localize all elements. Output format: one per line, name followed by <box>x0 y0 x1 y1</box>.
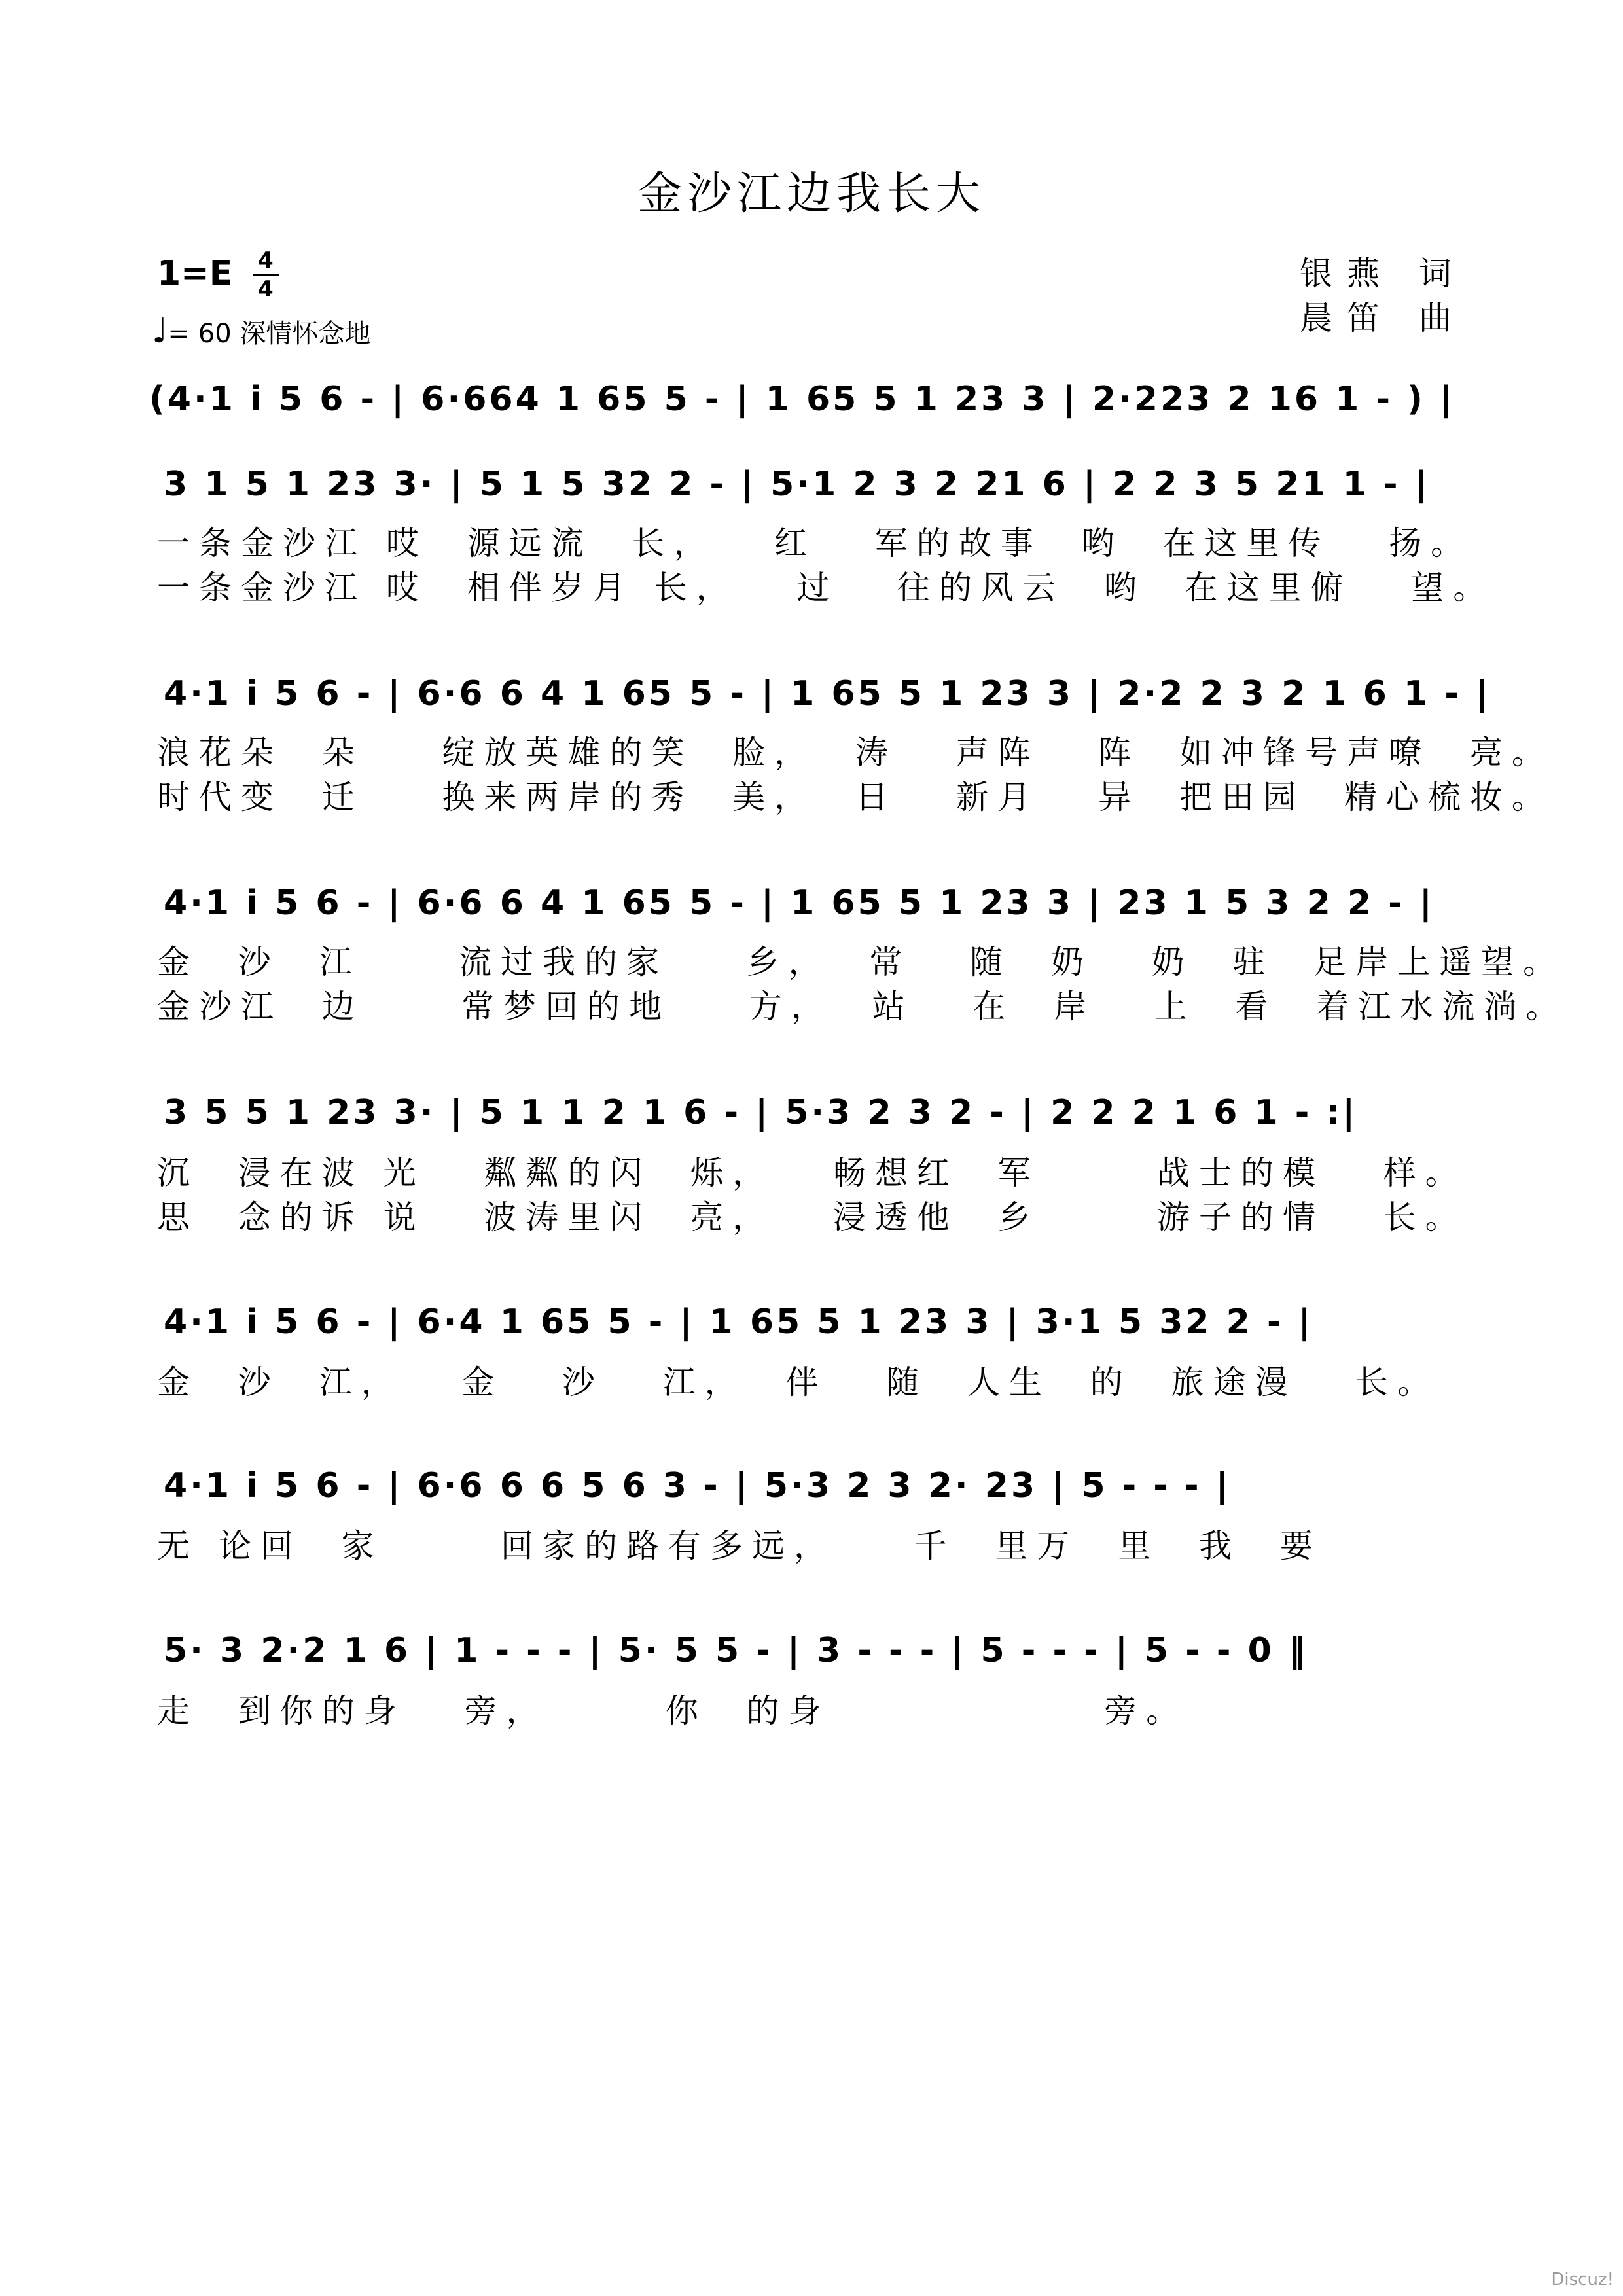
score-row-5 <box>0 1289 1623 1361</box>
lyric-row-4-verse-2: 思 念的诉 说 波涛里闪 亮， 浸透他 乡 游子的情 长。 <box>157 1198 1467 1236</box>
notes-row-3: 4·1 i 5 6 - | 6·6 6 4 1 65 5 - | 1 65 5 1 23 3 | 23 1 5 3 2 2 - | <box>164 884 1435 923</box>
lyric-row-2-verse-1: 浪花朵 朵 绽放英雄的笑 脸， 涛 声阵 阵 如冲锋号声嘹 亮。 <box>157 734 1554 772</box>
notes-row-4: 3 5 5 1 23 3· | 5 1 1 2 1 6 - | 5·3 2 3 2 - | 2 2 2 1 6 1 - :| <box>164 1093 1358 1132</box>
time-signature-bottom: 4 <box>258 276 274 302</box>
lyric-row-1-verse-2: 一条金沙江 哎 相伴岁月 长， 过 往的风云 哟 在这里俯 望。 <box>157 569 1495 607</box>
time-signature <box>253 249 279 301</box>
lyric-row-6-verse-1: 无 论回 家 回家的路有多远， 千 里万 里 我 要 <box>157 1527 1322 1565</box>
time-signature-top: 4 <box>258 247 274 274</box>
composer-credit: 晨笛 曲 <box>1300 299 1466 337</box>
score-row-6 <box>0 1453 1623 1525</box>
lyric-row-5-verse-1: 金 沙 江， 金 沙 江， 伴 随 人生 的 旅途漫 长。 <box>157 1363 1440 1401</box>
lyric-row-3-verse-2: 金沙江 边 常梦回的地 方， 站 在 岸 上 看 着江水流淌。 <box>157 988 1568 1026</box>
score-row-7 <box>0 1618 1623 1690</box>
lyric-row-2-verse-2: 时代变 迁 换来两岸的秀 美， 日 新月 异 把田园 精心梳妆。 <box>157 778 1554 816</box>
score-row-2 <box>0 661 1623 733</box>
expression-marking: 深情怀念地 <box>240 319 371 349</box>
tempo-marking <box>152 312 370 351</box>
key-signature: 1=E <box>157 254 233 293</box>
tempo-value: = 60 <box>168 319 232 349</box>
lyric-row-3-verse-1: 金 沙 江 流过我的家 乡， 常 随 奶 奶 驻 足岸上遥望。 <box>157 943 1565 981</box>
notes-row-7: 5· 3 2·2 1 6 | 1 - - - | 5· 5 5 - | 3 - - - | 5 - - - | 5 - - 0 ‖ <box>164 1631 1308 1670</box>
notes-row-2: 4·1 i 5 6 - | 6·6 6 4 1 65 5 - | 1 65 5 1 23 3 | 2·2 2 3 2 1 6 1 - | <box>164 674 1491 713</box>
score-row-0 <box>0 367 1623 439</box>
notes-row-6: 4·1 i 5 6 - | 6·6 6 6 5 6 3 - | 5·3 2 3 2· 23 | 5 - - - | <box>164 1466 1231 1505</box>
score-row-3 <box>0 870 1623 942</box>
song-title: 金沙江边我长大 <box>637 168 986 220</box>
notes-row-1: 3 1 5 1 23 3· | 5 1 5 32 2 - | 5·1 2 3 2 21 6 | 2 2 3 5 21 1 - | <box>164 465 1430 504</box>
lyric-row-1-verse-1: 一条金沙江 哎 源远流 长， 红 军的故事 哟 在这里传 扬。 <box>157 524 1473 562</box>
notes-row-5: 4·1 i 5 6 - | 6·4 1 65 5 - | 1 65 5 1 23 3 | 3·1 5 32 2 - | <box>164 1302 1313 1342</box>
lyricist-credit: 银燕 词 <box>1300 255 1466 293</box>
score-row-1 <box>0 452 1623 524</box>
notes-row-0: (4·1 i 5 6 - | 6·664 1 65 5 - | 1 65 5 1 23 3 | 2·223 2 16 1 - ) | <box>149 380 1455 419</box>
score-row-4 <box>0 1080 1623 1152</box>
quarter-note-icon: ♩ <box>152 312 168 351</box>
lyric-row-7-verse-1: 走 到你的身 旁， 你 的身 旁。 <box>157 1692 1188 1730</box>
lyric-row-4-verse-1: 沉 浸在波 光 粼粼的闪 烁， 畅想红 军 战士的模 样。 <box>157 1154 1467 1192</box>
watermark: Discuz! <box>1551 2270 1614 2289</box>
